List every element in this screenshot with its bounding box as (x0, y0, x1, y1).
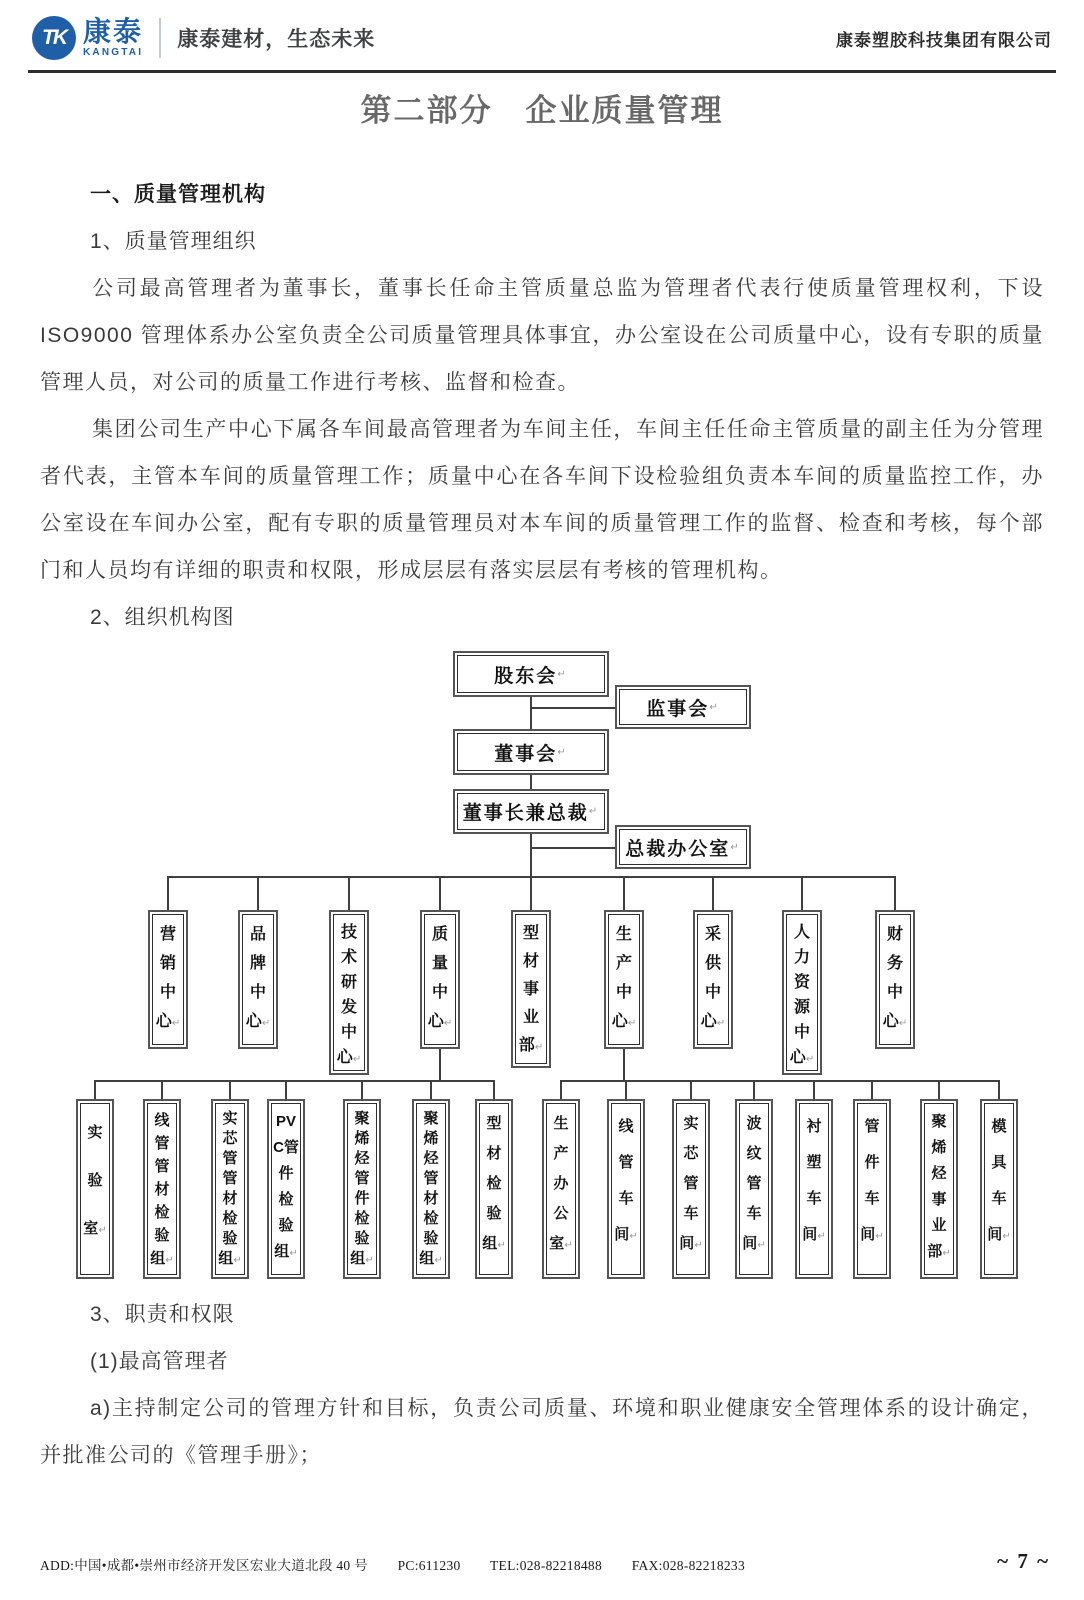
logo-name-en: KANGTAI (83, 47, 144, 58)
org-box-solid-core-pipe-workshop: 实芯管车间 ↵ (676, 1103, 706, 1275)
connector-line (712, 876, 714, 914)
connector-line (530, 693, 532, 735)
org-box-hr-center: 人力资源中心 ↵ (786, 914, 818, 1071)
connector-line (690, 1080, 692, 1103)
footer-address: ADD:中国•成都•崇州市经济开发区宏业大道北段 40 号 (40, 1558, 368, 1573)
org-box-chairman-president: 董事长兼总裁 ↵ (457, 793, 605, 830)
connector-line (161, 1080, 163, 1103)
connector-line (361, 1080, 363, 1103)
connector-line (623, 876, 625, 914)
header-divider (159, 18, 161, 58)
connector-line (229, 1080, 231, 1103)
footer-postcode: PC:611230 (397, 1558, 461, 1573)
connector-line (439, 1045, 441, 1080)
org-box-president-office: 总裁办公室 ↵ (619, 829, 747, 865)
connector-line (531, 707, 619, 709)
header-brand (32, 16, 375, 60)
connector-line (871, 1080, 873, 1103)
org-box-profile-inspection-group: 型材检验组 ↵ (479, 1103, 509, 1275)
connector-line (530, 876, 532, 914)
org-box-tech-rd-center: 技术研发中心 ↵ (333, 914, 365, 1071)
org-box-wire-pipe-inspection-group: 线管管材检验组 ↵ (147, 1103, 177, 1275)
paragraph-top-manager-duty-a: a)主持制定公司的管理方针和目标，负责公司质量、环境和职业健康安全管理体系的设计确定，并批准公司的《管理手册》； (40, 1397, 1044, 1467)
connector-line (813, 1080, 815, 1103)
connector-line (530, 771, 532, 795)
org-box-profile-division: 型材事业部 ↵ (515, 914, 547, 1064)
org-box-polyolefin-pipe-inspection-group: 聚烯烃管材检验组 ↵ (416, 1103, 446, 1275)
org-box-production-center: 生产中心 ↵ (608, 914, 640, 1045)
connector-line (753, 1080, 755, 1103)
org-box-board-of-directors: 董事会 ↵ (457, 733, 605, 771)
footer-tel: TEL:028-82218488 (490, 1558, 603, 1573)
org-box-quality-center: 质量中心 ↵ (424, 914, 456, 1045)
connector-line (94, 1080, 495, 1082)
org-box-supervisory-board: 监事会 ↵ (619, 689, 747, 725)
company-name: 康泰塑胶科技集团有限公司 (836, 30, 1052, 50)
connector-line (801, 876, 803, 914)
org-box-pipe-fitting-workshop: 管件车间 ↵ (857, 1103, 887, 1275)
org-box-production-office: 生产办公室 ↵ (546, 1103, 576, 1275)
connector-line (560, 1080, 562, 1103)
company-slogan: 康泰建材，生态未来 (177, 28, 376, 51)
footer-contact-info (40, 1554, 771, 1574)
org-box-wire-pipe-workshop: 线管车间 ↵ (611, 1103, 641, 1275)
org-box-brand-center: 品牌中心 ↵ (242, 914, 274, 1045)
org-box-procurement-center: 采供中心 ↵ (697, 914, 729, 1045)
org-box-pvc-fitting-inspection-group: PVC管件检验组 ↵ (271, 1103, 301, 1275)
document-content (40, 89, 1044, 1479)
connector-line (531, 847, 621, 849)
connector-line (493, 1080, 495, 1103)
org-box-mold-workshop: 模具车间 ↵ (984, 1103, 1014, 1275)
connector-line (430, 1080, 432, 1103)
subheading-quality-org: 1、质量管理组织 (90, 230, 257, 253)
paragraph-quality-org-2: 集团公司生产中心下属各车间最高管理者为车间主任，车间主任任命主管质量的副主任为分管理者代表，主管本车间的质量管理工作；质量中心在各车间下设检验组负责本车间的质量监控工作，办公室设在车间办公室，配有专职的质量管理员对本车间的质量管理工作的监督、检查和考核，每个部门和人员均有详细的职责和权限，形成层层有落实层层有考核的管理机构。 (40, 418, 1044, 582)
org-box-laboratory: 实验室 ↵ (80, 1103, 110, 1275)
connector-line (167, 876, 169, 914)
connector-line (94, 1080, 96, 1103)
org-box-solid-core-pipe-inspection-group: 实芯管管材检验组 ↵ (215, 1103, 245, 1275)
page-number: ~ 7 ~ (997, 1549, 1050, 1573)
logo-wordmark (83, 18, 143, 58)
heading-quality-management-org: 一、质量管理机构 (90, 183, 266, 206)
page-header (28, 0, 1056, 73)
company-logo-icon: TK (32, 16, 76, 60)
org-box-plastic-lining-workshop: 衬塑车间 ↵ (799, 1103, 829, 1275)
org-box-polyolefin-division: 聚烯烃事业部 ↵ (924, 1103, 954, 1275)
connector-line (439, 876, 441, 914)
org-box-shareholders-meeting: 股东会 ↵ (457, 655, 605, 693)
connector-line (938, 1080, 940, 1103)
paragraph-quality-org-1: 公司最高管理者为董事长，董事长任命主管质量总监为管理者代表行使质量管理权利，下设 ISO9000 管理体系办公室负责全公司质量管理具体事宜，办公室设在公司质量中心，设有专职的质量管理人员，对公司的质量工作进行考核、监督和检查。 (40, 277, 1044, 394)
item-top-manager: (1)最高管理者 (90, 1350, 229, 1373)
page-title: 第二部分 企业质量管理 (360, 93, 724, 128)
connector-line (625, 1080, 627, 1103)
subheading-duties-authority: 3、职责和权限 (90, 1303, 235, 1326)
connector-line (348, 876, 350, 914)
organization-chart (40, 643, 1044, 1291)
connector-line (257, 876, 259, 914)
page-footer (40, 1549, 1050, 1574)
connector-line (530, 830, 532, 878)
connector-line (285, 1080, 287, 1103)
connector-line (894, 876, 896, 914)
org-box-polyolefin-fitting-inspection-group: 聚烯烃管件检验组 ↵ (347, 1103, 377, 1275)
logo-name-cn: 康泰 (83, 16, 144, 47)
org-box-corrugated-pipe-workshop: 波纹管车间 ↵ (739, 1103, 769, 1275)
connector-line (623, 1045, 625, 1080)
org-box-finance-center: 财务中心 ↵ (879, 914, 911, 1045)
footer-fax: FAX:028-82218233 (631, 1558, 746, 1573)
connector-line (998, 1080, 1000, 1103)
org-box-marketing-center: 营销中心 ↵ (152, 914, 184, 1045)
subheading-org-chart: 2、组织机构图 (90, 606, 235, 629)
